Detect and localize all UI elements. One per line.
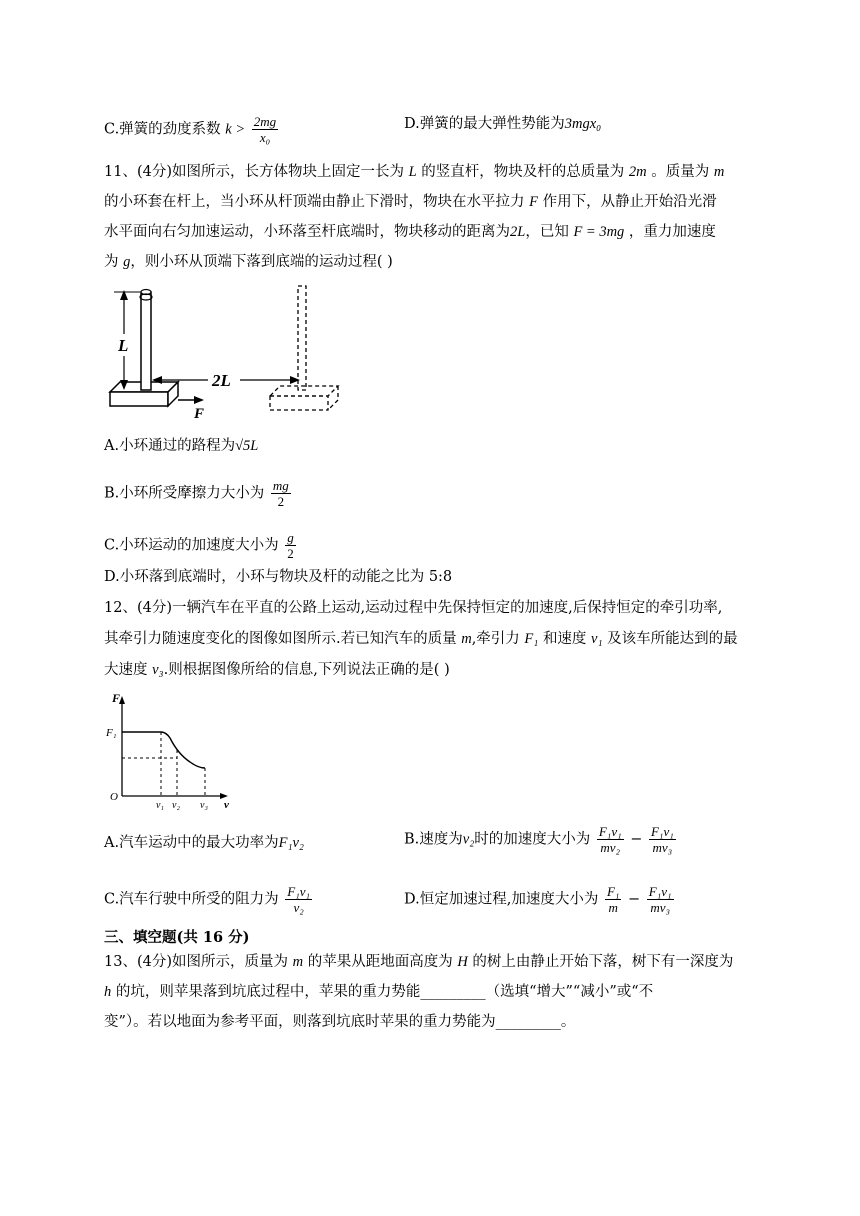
q11-stem-line2: 的小环套在杆上，当小环从杆顶端由静止下滑时，物块在水平拉力 F 作用下，从静止开始沿光滑 — [104, 194, 717, 210]
q11-option-a: A.小环通过的路程为√5L — [104, 438, 259, 454]
q12-stem-line3: 大速度 v₃.则根据图像所给的信息,下列说法正确的是( ) — [104, 662, 450, 678]
section-title: 三、填空题(共 16 分) — [104, 929, 250, 946]
q11-stem-line3: 水平面向右匀加速运动，小环落至杆底端时，物块移动的距离为2L，已知 F = 3mg ，重力加速度 — [104, 224, 716, 240]
q12-tick-v3: v₃ — [200, 800, 208, 811]
q11-force-arrow — [178, 396, 204, 404]
q12-optd-fraction-2: $\frac{\text{F₁v₁}}{\text{mv₃}}$ — [648, 884, 672, 915]
q12-axis-label-F: F — [112, 691, 121, 705]
q12-option-a: A.汽车运动中的最大功率为F₁v₂ — [104, 835, 304, 851]
q11-rod — [140, 290, 152, 391]
q12-tick-v2: v₂ — [172, 800, 180, 811]
q10-option-d: D.弹簧的最大弹性势能为3mgx₀ — [404, 116, 602, 132]
q12-force-velocity-graph — [104, 688, 244, 812]
q10-option-c: C.弹簧的劲度系数 k > $\frac{2mg}{\text{x₀}}$ — [104, 114, 277, 145]
q12-option-b: B.速度为v₂时的加速度大小为 $\frac{\text{F₁v₁}}{\text{mv₂}}$ − $\frac{\text{F₁v₁}}{\text{mv₃}}$ — [404, 824, 674, 855]
q11-option-d: D.小环落到底端时，小环与物块及杆的动能之比为 5:8 — [104, 569, 453, 585]
q11-option-c: C.小环运动的加速度大小为 $\frac{g}{2}$ — [104, 530, 294, 561]
q11-optb-fraction: $\frac{mg}{2}$ — [272, 478, 289, 509]
q11-label-L: L — [118, 336, 129, 355]
q12-optd-fraction-1: $\frac{\text{F₁}}{m}$ — [606, 884, 620, 915]
q12-label-F1: F₁ — [106, 727, 117, 739]
q12-optc-fraction: $\frac{\text{F₁v₁}}{\text{v₂}}$ — [287, 884, 311, 915]
q12-axis-label-v: v — [224, 799, 229, 811]
q11-optc-fraction: $\frac{g}{2}$ — [287, 530, 294, 561]
q11-option-b: B.小环所受摩擦力大小为 $\frac{mg}{2}$ — [104, 478, 289, 509]
q12-option-d: D.恒定加速过程,加速度大小为 $\frac{\text{F₁}}{m}$ − $\frac{\text{F₁v₁}}{\text{mv₃}}$ — [404, 884, 672, 915]
q12-stem-line1: 12、(4分)一辆汽车在平直的公路上运动,运动过程中先保持恒定的加速度,后保持恒定的牵引功率, — [104, 600, 723, 616]
q12-optb-fraction-1: $\frac{\text{F₁v₁}}{\text{mv₂}}$ — [598, 824, 622, 855]
q11-figure — [104, 280, 354, 420]
q12-option-c: C.汽车行驶中所受的阻力为 $\frac{\text{F₁v₁}}{\text{v₂}}$ — [104, 884, 311, 915]
q13-stem-line3: 变”）。若以地面为参考平面，则落到坑底时苹果的重力势能为_________。 — [104, 1014, 576, 1030]
q12-curve — [122, 732, 205, 768]
q11-stem-line4: 为 g，则小环从顶端下落到底端的运动过程( ) — [104, 254, 393, 270]
q12-x-axis — [122, 793, 228, 799]
q12-y-axis — [119, 696, 125, 796]
q13-stem-line1: 13、(4分)如图所示，质量为 m 的苹果从距地面高度为 H 的树上由静止开始下落，树下有一深度为 — [104, 954, 734, 970]
q12-optb-fraction-2: $\frac{\text{F₁v₁}}{\text{mv₃}}$ — [650, 824, 674, 855]
q12-stem-line2: 其牵引力随速度变化的图像如图所示.若已知汽车的质量 m,牵引力 F₁ 和速度 v₁ 及该车所能达到的最 — [104, 631, 738, 647]
q11-stem-line1: 11、(4分)如图所示，长方体物块上固定一长为 L 的竖直杆，物块及杆的总质量为 2m 。质量为 m — [104, 164, 725, 180]
q12-label-origin: O — [110, 791, 118, 803]
q12-tick-v1: v₁ — [156, 800, 164, 811]
q11-label-F: F — [194, 406, 205, 420]
q11-label-2L: 2L — [212, 371, 231, 390]
q13-stem-line2: h 的坑，则苹果落到坑底过程中，苹果的重力势能_________（选填“增大”“减小”或“不 — [104, 984, 654, 1000]
q10-optc-fraction: $\frac{2mg}{\text{x₀}}$ — [253, 114, 277, 145]
q11-rod-dashed — [298, 286, 306, 390]
